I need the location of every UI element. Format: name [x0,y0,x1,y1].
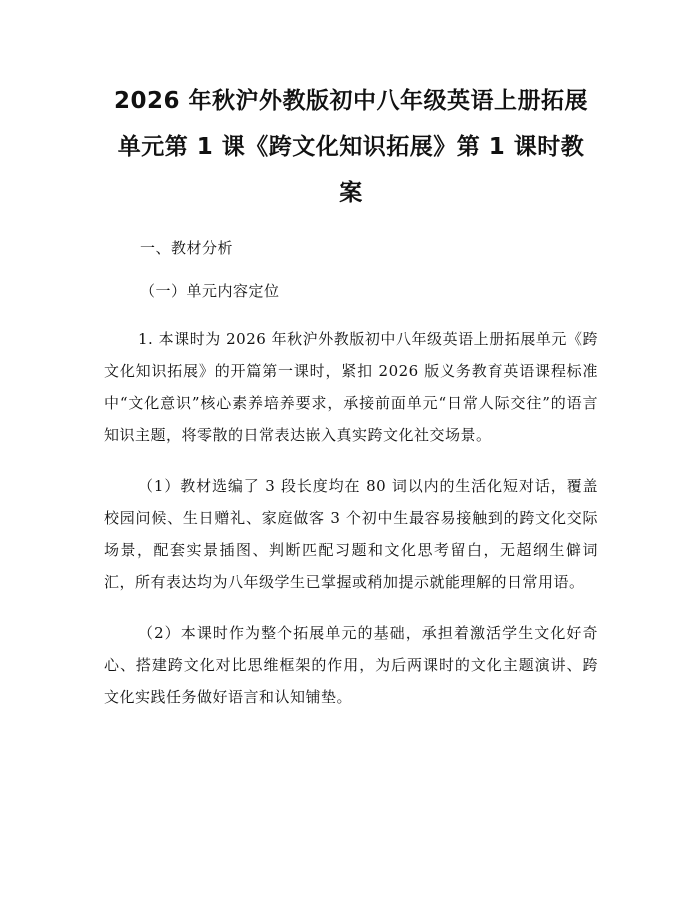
section-heading-teaching-material-analysis: 一、教材分析 [140,239,234,257]
document-title [104,78,598,216]
title-line-1: 2026 年秋沪外教版初中八年级英语上册拓展 [113,88,589,114]
paragraph-2: （1）教材选编了 3 段长度均在 80 词以内的生活化短对话，覆盖校园问候、生日赠礼、家庭做客 3 个初中生最容易接触到的跨文化交际场景，配套实景插图、判断匹配习题和文化思考留白，无超纲生僻词汇，所有表达均为八年级学生已掌握或稍加提示就能理解的日常用语。 [104,477,598,591]
paragraph-1: 1. 本课时为 2026 年秋沪外教版初中八年级英语上册拓展单元《跨文化知识拓展》的开篇第一课时，紧扣 2026 版义务教育英语课程标准中“文化意识”核心素养培养要求，承接前面单元“日常人际交往”的语言知识主题，将零散的日常表达嵌入真实跨文化社交场景。 [104,330,598,444]
title-line-2: 单元第 1 课《跨文化知识拓展》第 1 课时教 [117,134,585,160]
paragraph-3: （2）本课时作为整个拓展单元的基础，承担着激活学生文化好奇心、搭建跨文化对比思维框架的作用，为后两课时的文化主题演讲、跨文化实践任务做好语言和认知铺垫。 [104,624,598,706]
title-line-3: 案 [339,180,363,206]
subsection-heading-unit-positioning: （一）单元内容定位 [140,282,280,300]
